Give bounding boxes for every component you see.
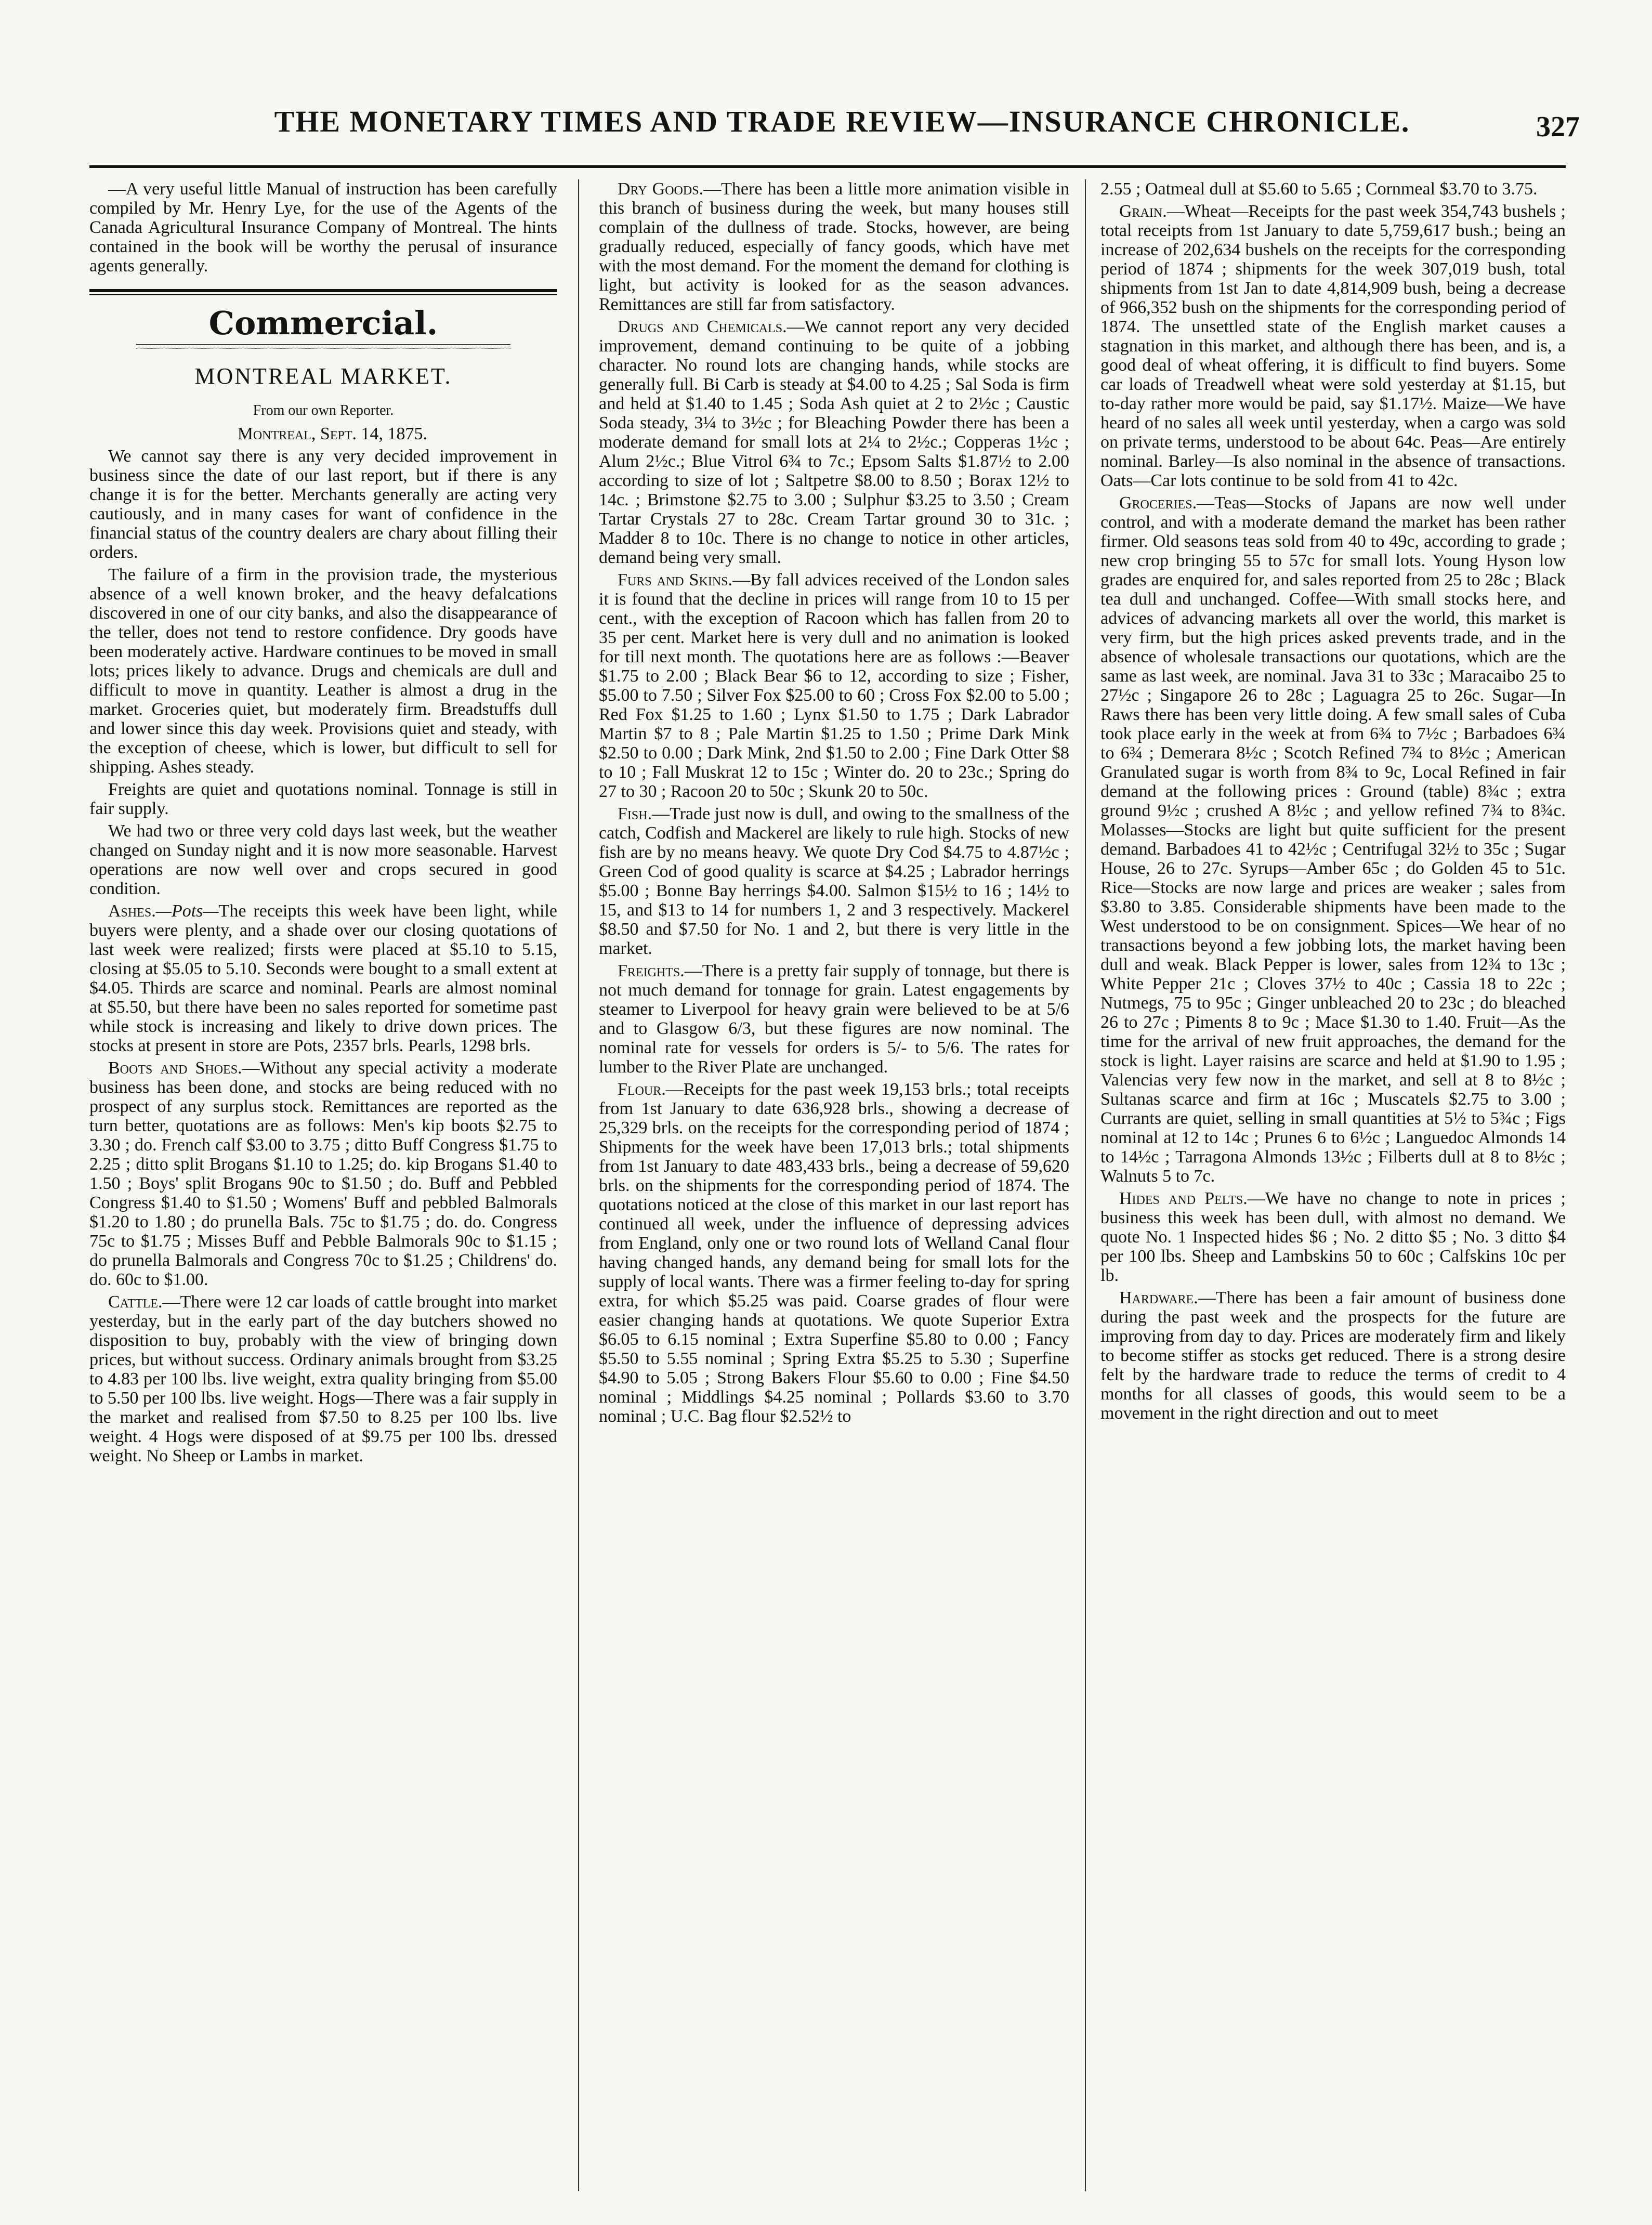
fish-heading: Fish. (618, 804, 652, 823)
manual-notice: —A very useful little Manual of instruction has been carefully compiled by Mr. Henry Lye, for the use of the Agents of the Canada Agricultural Insurance Company of Montreal. The hints contained in the book will be worthy the perusal of insurance agents generally. (89, 179, 557, 276)
hardware-body: —There has been a fair amount of business done during the past week and the prospects for the future are improving from day to day. Prices are moderately firm and likely to become stiffer as stocks get reduced. There is a strong desire felt by the hardware trade to reduce the terms of credit to 4 months for all classes of goods, this would seem to be a movement in the right direction and out to meet (1100, 1288, 1566, 1423)
paragraph: We cannot say there is any very decided improvement in business since the date of our last report, but if there is any change it is for the better. Merchants generally are acting very cautiously, and in many cases for want of confidence in the financial status of the country dealers are chary about filling their orders. (89, 447, 557, 562)
section-rule (89, 294, 557, 295)
fish-body: —Trade just now is dull, and owing to the smallness of the catch, Codfish and Mackerel are likely to rule high. Stocks of new fish are by no means heavy. We quote Dry Cod $4.75 to 4.87½c ; Green Cod of good quality is scarce at $4.25 ; Labrador herrings $5.00 ; Bonne Bay herrings $4.00. Salmon $15½ to 16 ; 14½ to 15, and $13 to 14 for numbers 1, 2 and 3 respectively. Mackerel $8.50 and $7.50 for No. 1 and 2, but there is very little in the market. (599, 804, 1069, 958)
column-divider (578, 179, 579, 2191)
market-title: MONTREAL MARKET. (194, 363, 452, 389)
cattle-section (89, 1292, 557, 1465)
dry-goods-body: —There has been a little more animation visible in this branch of business during the week, but many houses still complain of the dullness of trade. Stocks, however, are being gradually reduced, especially of fancy goods, which have met with the most demand. For the moment the demand for clothing is light, but activity is looked for as the season advances. Remittances are still far from satisfactory. (599, 179, 1069, 314)
hides-body: —We have no change to note in prices ; business this week has been dull, with almost no demand. We quote No. 1 Inspected hides $6 ; No. 2 ditto $5 ; No. 3 ditto $4 per 100 lbs. Sheep and Lambskins 50 to 60c ; Calfskins 10c per lb. (1100, 1189, 1566, 1285)
flour-continuation: 2.55 ; Oatmeal dull at $5.60 to 5.65 ; Cornmeal $3.70 to 3.75. (1100, 179, 1538, 199)
ashes-section (89, 901, 557, 1055)
section-title: Commercial. (208, 304, 438, 342)
groceries-heading: Groceries. (1119, 493, 1197, 513)
freights-body: —There is a pretty fair supply of tonnage, but there is not much demand for tonnage for grain. Latest engagements by steamer to Liverpool for heavy grain were believed to be at 5/6 and to Glasgow 6/3, but these figures are now nominal. The nominal rate for vessels for orders is 5/- to 5/6. The rates for lumber to the River Plate are unchanged. (599, 961, 1069, 1077)
boots-section (89, 1058, 557, 1289)
boots-body: —Without any special activity a moderate business has been done, and stocks are being reduced with no prospect of any surplus stock. Remittances are reported as the turn better, quotations are as follows: Men's kip boots $2.75 to 3.30 ; do. French calf $3.00 to 3.75 ; ditto Buff Congress $1.75 to 2.25 ; ditto split Brogans $1.10 to 1.25; do. kip Brogans $1.40 to 1.50 ; Boys' split Brogans 90c to $1.50 ; do. Buff and Pebbled Congress $1.40 to $1.50 ; Womens' Buff and pebbled Balmorals $1.20 to 1.80 ; do prunella Bals. 75c to $1.75 ; do. do. Congress 75c to $1.75 ; Misses Buff and Pebble Balmorals 90c to $1.15 ; do prunella Balmorals and Congress 70c to $1.25 ; Childrens' do. do. 60c to $1.00. (89, 1058, 557, 1289)
groceries-section (1100, 493, 1566, 1186)
column-2 (599, 179, 1069, 2196)
dateline: Montreal, Sept. 14, 1875. (237, 424, 427, 443)
boots-heading: Boots and Shoes. (108, 1058, 242, 1078)
ashes-subheading: —Pots— (155, 901, 219, 921)
column-1 (89, 179, 557, 2196)
dry-goods-heading: Dry Goods. (618, 179, 704, 199)
cattle-heading: Cattle. (108, 1292, 163, 1312)
paragraph: The failure of a firm in the provision trade, the mysterious absence of a well known broker, and the heavy defalcations discovered in one of our city banks, and also the disappearance of the teller, does not tend to restore confidence. Dry goods have been moderately active. Hardware continues to be moved in small lots; prices likely to advance. Drugs and chemicals are dull and difficult to move in quantity. Leather is almost a drug in the market. Groceries quiet, but moderately firm. Breadstuffs dull and lower since this day week. Provisions quiet and steady, with the exception of cheese, which is lower, but difficult to sell for shipping. Ashes steady. (89, 565, 557, 777)
cattle-body: —There were 12 car loads of cattle brought into market yesterday, but in the early part of the day butchers showed no disposition to buy, probably with the view of bringing down prices, but without success. Ordinary animals brought from $3.25 to 4.83 per 100 lbs. live weight, extra quality bringing from $5.00 to 5.50 per 100 lbs. live weight. Hogs—There was a fair supply in the market and realised from $7.50 to 8.25 per 100 lbs. live weight. 4 Hogs were disposed of at $9.75 per 100 lbs. dressed weight. No Sheep or Lambs in market. (89, 1292, 557, 1465)
furs-heading: Furs and Skins. (618, 570, 733, 590)
flour-body: —Receipts for the past week 19,153 brls.; total receipts from 1st January to date 636,928 brls., showing a decrease of 25,329 brls. on the receipts for the corresponding period of 1874 ; Shipments for the week have been 17,013 brls.; total shipments from 1st January to date 483,433 brls., being a decrease of 59,620 brls. on the shipments for the corresponding period of 1874. The quotations noticed at the close of this market in our last report has continued all week, under the influence of depressing advices from England, only one or two round lots of Welland Canal flour having changed hands, any demand being for small lots for the supply of local wants. There was a firmer feeling to-day for spring extra, for which $5.25 was paid. Coarse grades of flour were easier changing hands at quotations. We quote Superior Extra $6.05 to 6.15 nominal ; Extra Superfine $5.80 to 0.00 ; Fancy $5.50 to 5.55 nominal ; Spring Extra $5.25 to 5.30 ; Superfine $4.90 to 5.05 ; Strong Bakers Flour $5.60 to 0.00 ; Fine $4.50 nominal ; Middlings $4.25 nominal ; Pollards $3.60 to 3.70 nominal ; U.C. Bag flour $2.52½ to (599, 1080, 1069, 1426)
paragraph: We had two or three very cold days last week, but the weather changed on Sunday night and it is now more seasonable. Harvest operations are now well over and crops secured in good condition. (89, 821, 557, 898)
grain-section (1100, 202, 1566, 490)
grain-heading: Grain. (1119, 202, 1167, 221)
grain-body: —Wheat—Receipts for the past week 354,743 bushels ; total receipts from 1st January to date 5,759,617 bush.; being an increase of 202,634 bushels on the receipts for the corresponding period of 1874 ; shipments for the week 307,019 bush, total shipments from 1st Jan to date 4,814,909 bush, being a decrease of 966,352 bush on the shipments for the corresponding period of 1874. The unsettled state of the English market causes a stagnation in this market, and although there has been, and is, a good deal of wheat offering, it is difficult to find buyers. Some car loads of Treadwell wheat were sold yesterday at $1.15, but to-day rather more would be paid, say $1.17½. Maize—We have heard of no sales all week until yesterday, when a cargo was sold on private terms, understood to be about 64c. Peas—Are entirely nominal. Barley—Is also nominal in the absence of transactions. Oats—Car lots continue to be sold from 41 to 42c. (1100, 202, 1566, 490)
header-rule (89, 165, 1566, 168)
flour-heading: Flour. (618, 1080, 666, 1099)
fish-section (599, 804, 1069, 958)
column-3 (1100, 179, 1566, 2196)
paragraph: Freights are quiet and quotations nominal. Tonnage is still in fair supply. (89, 780, 557, 818)
ornamental-rule (136, 344, 510, 349)
hides-section (1100, 1189, 1566, 1285)
ashes-heading: Ashes. (108, 901, 156, 921)
hardware-heading: Hardware. (1119, 1288, 1198, 1307)
groceries-body: —Teas—Stocks of Japans are now well under control, and with a moderate demand the market has been rather firmer. Old seasons teas sold from 40 to 49c, according to grade ; new crop bringing 55 to 57c for small lots. Young Hyson low grades are enquired for, and sales reported from 25 to 28c ; Black tea dull and unchanged. Coffee—With small stocks here, and advices of advancing markets all over the world, this market is very firm, but the high prices asked prevents trade, and in the absence of wholesale transactions our quotations, which are the same as last week, are nominal. Java 31 to 33c ; Maracaibo 25 to 27½c ; Singapore 26 to 28c ; Laguagra 25 to 26c. Sugar—In Raws there has been very little doing. A few small sales of Cuba took place early in the week at from 6¾ to 7½c ; Barbadoes 6¾ to 6¾ ; Demerara 8½c ; Scotch Refined 7¾ to 8½c ; American Granulated sugar is worth from 8¾ to 9c, Local Refined in fair demand at the following prices : Ground (table) 8¾c ; extra ground 9½c ; crushed A 8½c ; and yellow refined 7¾ to 8¾c. Molasses—Stocks are light but quite sufficient for the present demand. Barbadoes 41 to 42½c ; Centrifugal 32½ to 35c ; Sugar House, 26 to 27c. Syrups—Amber 65c ; do Golden 45 to 51c. Rice—Stocks are now large and prices are weaker ; sales from $3.80 to 3.85. Considerable shipments have been made to the West understood to be on consignment. Spices—We hear of no transactions beyond a few jobbing lots, the market having been dull and weak. Black Pepper is lower, sales from 12¾ to 13c ; White Pepper 21c ; Cloves 37½ to 40c ; Cassia 18 to 22c ; Nutmegs, 75 to 95c ; Ginger unbleached 20 to 23c ; do bleached 26 to 27c ; Piments 8 to 9c ; Mace $1.30 to 1.40. Fruit—As the time for the arrival of new fruit approaches, the demand for the stock is light. Layer raisins are scarce and held at $1.90 to 1.95 ; Valencias very few now in the market, and sell at 8 to 8½c ; Sultanas scarce and firm at 16c ; Muscatels $2.75 to 3.00 ; Currants are quiet, selling in small quantities at 5½ to 5¾c ; Figs nominal at 12 to 14c ; Prunes 6 to 6½c ; Languedoc Almonds 14 to 14½c ; Tarragona Almonds 13½c ; Filberts dull at 8 to 8½c ; Walnuts 5 to 7c. (1100, 493, 1566, 1186)
hardware-section (1100, 1288, 1566, 1423)
freights-section (599, 961, 1069, 1077)
furs-body: —By fall advices received of the London sales it is found that the decline in prices will range from 10 to 15 per cent., with the exception of Racoon which has fallen from 20 to 35 per cent. Market here is very dull and no animation is looked for till next month. The quotations here are as follows :—Beaver $1.75 to 2.00 ; Black Bear $6 to 12, according to size ; Fisher, $5.00 to 7.50 ; Silver Fox $25.00 to 60 ; Cross Fox $2.00 to 5.00 ; Red Fox $1.25 to 1.60 ; Lynx $1.50 to 1.75 ; Dark Labrador Martin $7 to 8 ; Pale Martin $1.25 to 1.50 ; Prime Dark Mink $2.50 to 0.00 ; Dark Mink, 2nd $1.50 to 2.00 ; Fine Dark Otter $8 to 10 ; Fall Muskrat 12 to 15c ; Winter do. 20 to 23c.; Spring do 27 to 30 ; Racoon 20 to 50c ; Skunk 20 to 50c. (599, 570, 1069, 801)
drugs-body: —We cannot report any very decided improvement, demand continuing to be quite of a jobbing character. No round lots are changing hands, while stocks are generally full. Bi Carb is steady at $4.00 to 4.25 ; Sal Soda is firm and held at $1.40 to 1.45 ; Soda Ash quiet at 2 to 2½c ; Caustic Soda steady, 3¼ to 3½c ; for Bleaching Powder there has been a moderate demand for small lots at 2¼ to 2½c.; Copperas 1½c ; Alum 2½c.; Blue Vitrol 6¾ to 7c.; Epsom Salts $1.87½ to 2.00 according to size of lot ; Saltpetre $8.00 to 8.50 ; Borax 12½ to 14c. ; Brimstone $2.75 to 3.00 ; Sulphur $3.25 to 3.50 ; Cream Tartar Crystals 27 to 28c. Cream Tartar ground 30 to 31c. ; Madder 8 to 10c. There is no change to notice in other articles, demand being very small. (599, 317, 1069, 567)
furs-section (599, 570, 1069, 801)
freights-heading: Freights. (618, 961, 685, 980)
section-rule (89, 289, 557, 292)
drugs-heading: Drugs and Chemicals. (618, 317, 787, 336)
ashes-body: The receipts this week have been light, while buyers were plenty, and a shade over our closing quotations of last week were realized; firsts were placed at $5.10 to 5.15, closing at $5.05 to 5.10. Seconds were bought to a small extent at $4.05. Thirds are scarce and nominal. Pearls are almost nominal at $5.50, but there have been no sales reported for sometime past while stock is increasing and likely to drive down prices. The stocks at present in store are Pots, 2357 brls. Pearls, 1298 brls. (89, 901, 557, 1055)
page-number: 327 (1536, 111, 1580, 143)
hides-heading: Hides and Pelts. (1119, 1189, 1248, 1208)
drugs-section (599, 317, 1069, 567)
reporter-byline: From our own Reporter. (253, 402, 394, 418)
column-divider (1085, 179, 1086, 2191)
flour-section (599, 1080, 1069, 1426)
dry-goods-section (599, 179, 1069, 314)
running-head: THE MONETARY TIMES AND TRADE REVIEW—INSURANCE CHRONICLE. (274, 104, 1410, 138)
